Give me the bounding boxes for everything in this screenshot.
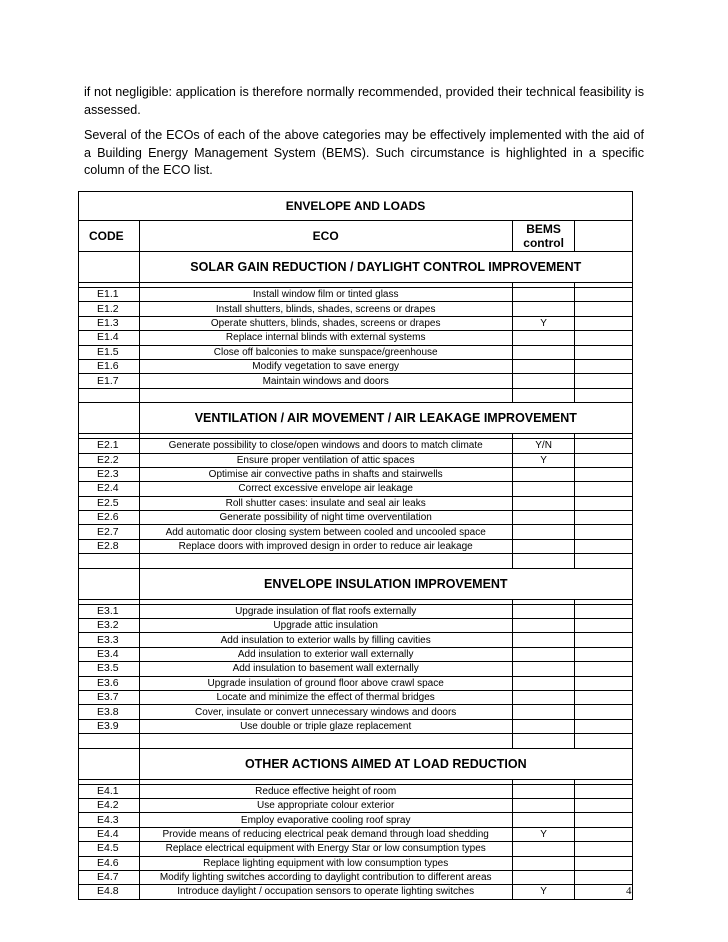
section-code-blank bbox=[79, 403, 140, 434]
header-eco: ECO bbox=[139, 221, 512, 252]
table-row bbox=[79, 539, 633, 553]
eco-code: E4.3 bbox=[79, 813, 140, 827]
eco-code: E3.7 bbox=[79, 690, 140, 704]
bems-control bbox=[512, 690, 575, 704]
eco-description: Generate possibility of night time overventilation bbox=[139, 511, 512, 525]
extra-cell bbox=[575, 496, 633, 510]
bems-control bbox=[512, 345, 575, 359]
section-title: VENTILATION / AIR MOVEMENT / AIR LEAKAGE IMPROVEMENT bbox=[139, 403, 632, 434]
table-row bbox=[79, 827, 633, 841]
extra-cell bbox=[575, 302, 633, 316]
eco-description: Add automatic door closing system between cooled and uncooled space bbox=[139, 525, 512, 539]
eco-code: E3.3 bbox=[79, 633, 140, 647]
table-title: ENVELOPE AND LOADS bbox=[79, 192, 633, 221]
bems-control bbox=[512, 705, 575, 719]
blank-row bbox=[79, 388, 633, 402]
table-row bbox=[79, 359, 633, 373]
eco-code: E4.7 bbox=[79, 870, 140, 884]
eco-code: E3.9 bbox=[79, 719, 140, 733]
extra-cell bbox=[575, 827, 633, 841]
bems-control bbox=[512, 633, 575, 647]
eco-code: E1.7 bbox=[79, 374, 140, 388]
blank-cell bbox=[575, 554, 633, 568]
eco-description: Add insulation to exterior walls by filling cavities bbox=[139, 633, 512, 647]
section-title: SOLAR GAIN REDUCTION / DAYLIGHT CONTROL IMPROVEMENT bbox=[139, 252, 632, 283]
eco-code: E1.3 bbox=[79, 316, 140, 330]
eco-description: Provide means of reducing electrical peak demand through load shedding bbox=[139, 827, 512, 841]
blank-cell bbox=[139, 554, 512, 568]
eco-code: E3.4 bbox=[79, 647, 140, 661]
intro-paragraph-2: Several of the ECOs of each of the above categories may be effectively implemented with the aid of a Building Energy Management System (BEMS). Such circumstance is highlighted in a specific column of the ECO list. bbox=[84, 128, 644, 177]
table-row bbox=[79, 496, 633, 510]
bems-control bbox=[512, 359, 575, 373]
eco-description: Locate and minimize the effect of thermal bridges bbox=[139, 690, 512, 704]
table-row bbox=[79, 316, 633, 330]
bems-control bbox=[512, 798, 575, 812]
table-row bbox=[79, 345, 633, 359]
eco-description: Upgrade insulation of flat roofs externally bbox=[139, 604, 512, 618]
eco-description: Close off balconies to make sunspace/greenhouse bbox=[139, 345, 512, 359]
header-bems-line1: BEMS bbox=[526, 222, 561, 236]
eco-description: Install shutters, blinds, shades, screens or drapes bbox=[139, 302, 512, 316]
eco-code: E4.2 bbox=[79, 798, 140, 812]
table-row bbox=[79, 331, 633, 345]
bems-control: Y bbox=[512, 316, 575, 330]
section-code-blank bbox=[79, 568, 140, 599]
eco-description: Maintain windows and doors bbox=[139, 374, 512, 388]
extra-cell bbox=[575, 482, 633, 496]
eco-code: E2.6 bbox=[79, 511, 140, 525]
header-bems bbox=[512, 221, 575, 252]
eco-description: Upgrade insulation of ground floor above crawl space bbox=[139, 676, 512, 690]
eco-code: E1.6 bbox=[79, 359, 140, 373]
section-row bbox=[79, 568, 633, 599]
eco-description: Correct excessive envelope air leakage bbox=[139, 482, 512, 496]
blank-cell bbox=[512, 734, 575, 748]
section-row bbox=[79, 748, 633, 779]
extra-cell bbox=[575, 633, 633, 647]
bems-control bbox=[512, 647, 575, 661]
eco-description: Use appropriate colour exterior bbox=[139, 798, 512, 812]
intro-paragraph-1: if not negligible: application is therefore normally recommended, provided their technical feasibility is assessed. bbox=[84, 85, 644, 117]
extra-cell bbox=[575, 705, 633, 719]
extra-cell bbox=[575, 690, 633, 704]
table-row bbox=[79, 482, 633, 496]
bems-control bbox=[512, 676, 575, 690]
table-row bbox=[79, 288, 633, 302]
blank-cell bbox=[139, 734, 512, 748]
bems-control: Y bbox=[512, 885, 575, 899]
bems-control bbox=[512, 302, 575, 316]
extra-cell bbox=[575, 604, 633, 618]
header-bems-line2: control bbox=[523, 236, 564, 250]
extra-cell bbox=[575, 870, 633, 884]
table-row bbox=[79, 842, 633, 856]
eco-code: E2.4 bbox=[79, 482, 140, 496]
extra-cell bbox=[575, 439, 633, 453]
extra-cell bbox=[575, 467, 633, 481]
eco-description: Optimise air convective paths in shafts and stairwells bbox=[139, 467, 512, 481]
blank-row bbox=[79, 554, 633, 568]
table-row bbox=[79, 633, 633, 647]
table-row bbox=[79, 302, 633, 316]
table-row bbox=[79, 467, 633, 481]
bems-control bbox=[512, 482, 575, 496]
blank-cell bbox=[139, 388, 512, 402]
eco-code: E3.1 bbox=[79, 604, 140, 618]
eco-code: E2.7 bbox=[79, 525, 140, 539]
eco-code: E3.5 bbox=[79, 662, 140, 676]
bems-control bbox=[512, 525, 575, 539]
extra-cell bbox=[575, 719, 633, 733]
extra-cell bbox=[575, 374, 633, 388]
table-row bbox=[79, 604, 633, 618]
eco-description: Install window film or tinted glass bbox=[139, 288, 512, 302]
table-row bbox=[79, 525, 633, 539]
table-row bbox=[79, 870, 633, 884]
extra-cell bbox=[575, 539, 633, 553]
eco-description: Replace internal blinds with external systems bbox=[139, 331, 512, 345]
extra-cell bbox=[575, 647, 633, 661]
bems-control bbox=[512, 870, 575, 884]
bems-control: Y bbox=[512, 827, 575, 841]
eco-description: Replace electrical equipment with Energy Star or low consumption types bbox=[139, 842, 512, 856]
extra-cell bbox=[575, 316, 633, 330]
eco-code: E4.8 bbox=[79, 885, 140, 899]
eco-description: Cover, insulate or convert unnecessary windows and doors bbox=[139, 705, 512, 719]
extra-cell bbox=[575, 842, 633, 856]
table-row bbox=[79, 647, 633, 661]
blank-cell bbox=[512, 388, 575, 402]
table-row bbox=[79, 439, 633, 453]
eco-description: Add insulation to basement wall externally bbox=[139, 662, 512, 676]
bems-control: Y bbox=[512, 453, 575, 467]
bems-control bbox=[512, 813, 575, 827]
blank-cell bbox=[79, 734, 140, 748]
eco-description: Add insulation to exterior wall externally bbox=[139, 647, 512, 661]
eco-description: Ensure proper ventilation of attic spaces bbox=[139, 453, 512, 467]
table-row bbox=[79, 676, 633, 690]
section-title: OTHER ACTIONS AIMED AT LOAD REDUCTION bbox=[139, 748, 632, 779]
extra-cell bbox=[575, 525, 633, 539]
table-row bbox=[79, 856, 633, 870]
bems-control bbox=[512, 604, 575, 618]
eco-code: E1.1 bbox=[79, 288, 140, 302]
eco-code: E2.2 bbox=[79, 453, 140, 467]
bems-control bbox=[512, 467, 575, 481]
table-row bbox=[79, 813, 633, 827]
eco-code: E4.1 bbox=[79, 784, 140, 798]
table-row bbox=[79, 885, 633, 899]
table-row bbox=[79, 453, 633, 467]
extra-cell bbox=[575, 511, 633, 525]
extra-cell bbox=[575, 676, 633, 690]
bems-control bbox=[512, 496, 575, 510]
bems-control bbox=[512, 856, 575, 870]
eco-code: E1.2 bbox=[79, 302, 140, 316]
table-row bbox=[79, 798, 633, 812]
eco-description: Replace doors with improved design in order to reduce air leakage bbox=[139, 539, 512, 553]
bems-control bbox=[512, 784, 575, 798]
eco-code: E2.5 bbox=[79, 496, 140, 510]
blank-row bbox=[79, 734, 633, 748]
eco-code: E3.6 bbox=[79, 676, 140, 690]
table-row bbox=[79, 619, 633, 633]
extra-cell bbox=[575, 345, 633, 359]
eco-code: E4.4 bbox=[79, 827, 140, 841]
eco-description: Modify lighting switches according to daylight contribution to different areas bbox=[139, 870, 512, 884]
eco-description: Roll shutter cases: insulate and seal air leaks bbox=[139, 496, 512, 510]
eco-description: Operate shutters, blinds, shades, screens or drapes bbox=[139, 316, 512, 330]
blank-cell bbox=[512, 554, 575, 568]
extra-cell bbox=[575, 784, 633, 798]
bems-control bbox=[512, 619, 575, 633]
extra-cell bbox=[575, 619, 633, 633]
extra-cell bbox=[575, 288, 633, 302]
section-code-blank bbox=[79, 748, 140, 779]
bems-control bbox=[512, 842, 575, 856]
extra-cell bbox=[575, 331, 633, 345]
blank-cell bbox=[79, 388, 140, 402]
eco-description: Upgrade attic insulation bbox=[139, 619, 512, 633]
eco-code: E3.2 bbox=[79, 619, 140, 633]
eco-description: Employ evaporative cooling roof spray bbox=[139, 813, 512, 827]
eco-code: E4.6 bbox=[79, 856, 140, 870]
blank-cell bbox=[575, 388, 633, 402]
table-row bbox=[79, 662, 633, 676]
header-code: CODE bbox=[79, 221, 140, 252]
eco-code: E2.3 bbox=[79, 467, 140, 481]
eco-description: Modify vegetation to save energy bbox=[139, 359, 512, 373]
extra-cell bbox=[575, 856, 633, 870]
section-title: ENVELOPE INSULATION IMPROVEMENT bbox=[139, 568, 632, 599]
eco-description: Generate possibility to close/open windows and doors to match climate bbox=[139, 439, 512, 453]
section-row bbox=[79, 252, 633, 283]
section-row bbox=[79, 403, 633, 434]
bems-control bbox=[512, 662, 575, 676]
bems-control bbox=[512, 331, 575, 345]
blank-cell bbox=[79, 554, 140, 568]
header-extra bbox=[575, 221, 633, 252]
extra-cell bbox=[575, 662, 633, 676]
table-row bbox=[79, 374, 633, 388]
table-row bbox=[79, 784, 633, 798]
extra-cell bbox=[575, 798, 633, 812]
table-row bbox=[79, 719, 633, 733]
table-row bbox=[79, 690, 633, 704]
eco-description: Introduce daylight / occupation sensors to operate lighting switches bbox=[139, 885, 512, 899]
table-row bbox=[79, 511, 633, 525]
bems-control: Y/N bbox=[512, 439, 575, 453]
bems-control bbox=[512, 719, 575, 733]
bems-control bbox=[512, 288, 575, 302]
eco-code: E1.4 bbox=[79, 331, 140, 345]
eco-code: E2.8 bbox=[79, 539, 140, 553]
eco-description: Use double or triple glaze replacement bbox=[139, 719, 512, 733]
bems-control bbox=[512, 511, 575, 525]
section-code-blank bbox=[79, 252, 140, 283]
extra-cell bbox=[575, 453, 633, 467]
page-number: 4 bbox=[626, 885, 632, 897]
bems-control bbox=[512, 374, 575, 388]
eco-code: E1.5 bbox=[79, 345, 140, 359]
eco-description: Reduce effective height of room bbox=[139, 784, 512, 798]
extra-cell bbox=[575, 359, 633, 373]
eco-description: Replace lighting equipment with low consumption types bbox=[139, 856, 512, 870]
table-row bbox=[79, 705, 633, 719]
blank-cell bbox=[575, 734, 633, 748]
eco-code: E4.5 bbox=[79, 842, 140, 856]
extra-cell bbox=[575, 813, 633, 827]
eco-code: E2.1 bbox=[79, 439, 140, 453]
bems-control bbox=[512, 539, 575, 553]
eco-code: E3.8 bbox=[79, 705, 140, 719]
eco-table bbox=[78, 191, 633, 900]
extra-cell bbox=[575, 885, 633, 899]
